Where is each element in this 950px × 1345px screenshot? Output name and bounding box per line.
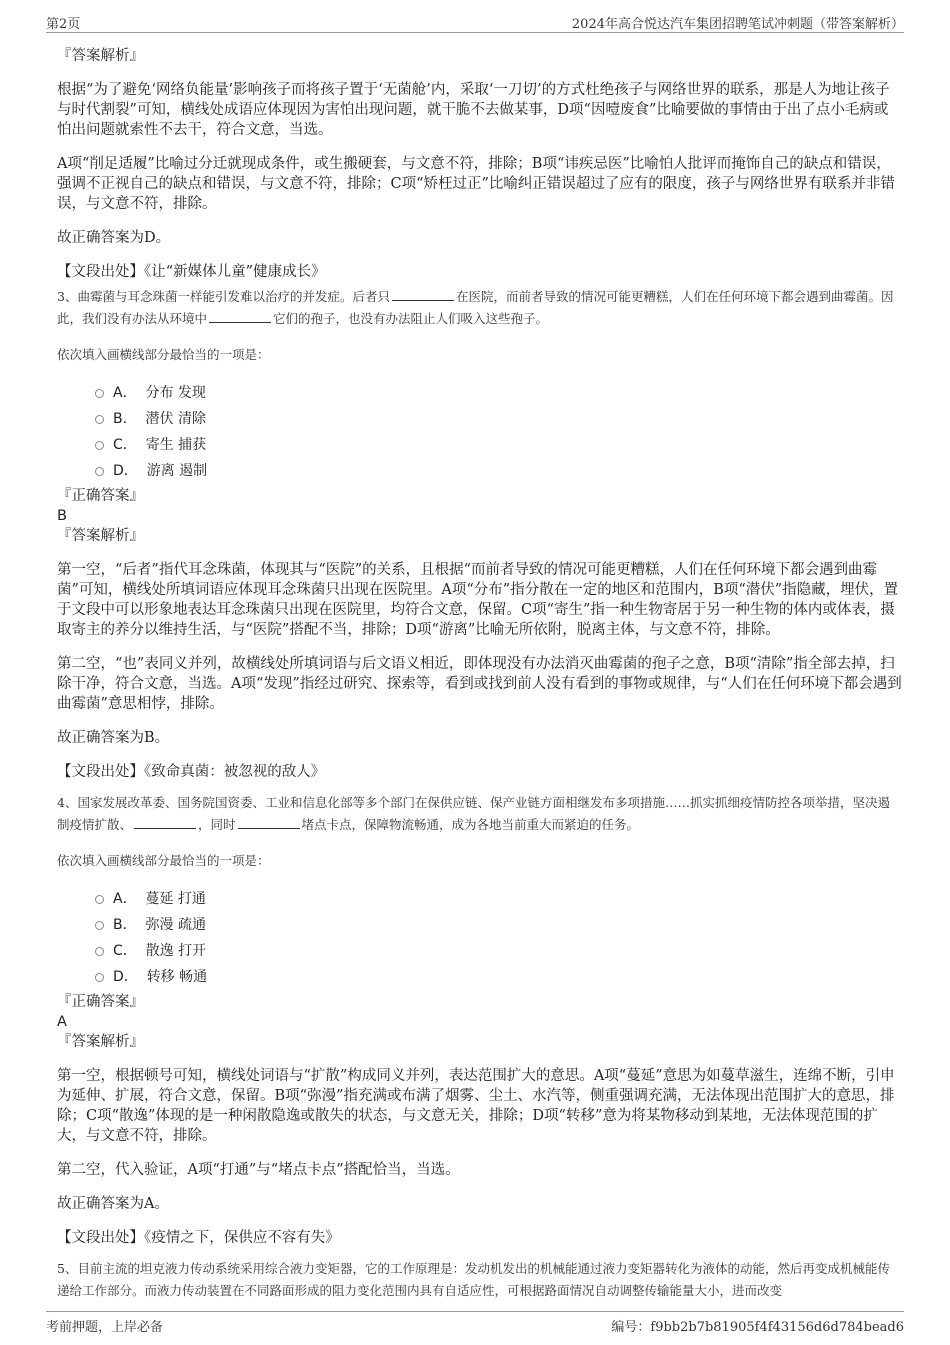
option-d[interactable]: D． 游离 遏制 — [95, 458, 902, 484]
radio-icon[interactable] — [95, 973, 104, 982]
fill-blank — [134, 816, 196, 829]
analysis-paragraph: 根据“为了避免‘网络负能量’影响孩子而将孩子置于‘无菌舱’内，采取‘一刀切’的方式杜绝孩子与网络世界的联系，那是人为地让孩子与时代割裂”可知，横线处成语应体现因为害怕出现问题，就干脆不去做某事，D项“因噎废食”比喻要做的事情由于出了点小毛病或怕出问题就索性不去干，符合文意，当选。 — [57, 82, 890, 138]
source-citation: 【文段出处】《致命真菌：被忽视的敌人》 — [57, 764, 326, 780]
source-citation: 【文段出处】《疫情之下，保供应不容有失》 — [57, 1230, 340, 1246]
question-prompt: 依次填入画横线部分最恰当的一项是： — [57, 347, 270, 362]
analysis-label: 『答案解析』 — [57, 48, 144, 64]
footer-slogan: 考前押题，上岸必备 — [46, 1320, 164, 1335]
document-code: 编号：f9bb2b7b81905f4f43156d6d784bead6 — [611, 1320, 904, 1335]
analysis-paragraph: 第一空，根据顿号可知，横线处词语与“扩散”构成同义并列，表达范围扩大的意思。A项“蔓延”意思为如蔓草滋生，连绵不断，引申为延伸、扩展，符合文意，保留。B项“弥漫”指充满或布满了烟雾、尘土、水汽等，侧重强调充满，无法体现出范围扩大的意思，排除；C项“散逸”体现的是一种闲散隐逸或散失的状态，与文意无关，排除；D项“转移”意为将某物移动到某地，无法体现范围的扩大，与文意不符，排除。 — [57, 1068, 895, 1144]
page-number: 第2页 — [46, 17, 81, 32]
fill-blank — [238, 816, 300, 829]
radio-icon[interactable] — [95, 441, 104, 450]
option-b[interactable]: B． 弥漫 疏通 — [95, 912, 902, 938]
answer-label: 『正确答案』 — [57, 488, 144, 504]
analysis-paragraph: 第二空，“也”表同义并列，故横线处所填词语与后文语义相近，即体现没有办法消灭曲霉菌的孢子之意，B项“清除”指全部去掉，扫除干净，符合文意，当选。A项“发现”指经过研究、探索等，看到或找到前人没有看到的事物或规律，与“人们在任何环境下都会遇到曲霉菌”意思相悖，排除。 — [57, 656, 902, 712]
option-list — [57, 380, 902, 484]
correct-answer-statement: 故正确答案为D。 — [57, 230, 171, 246]
question-stem: 3、曲霉菌与耳念珠菌一样能引发难以治疗的并发症。后者只 在医院，而前者导致的情况可能更糟糕，人们在任何环境下都会遇到曲霉菌。因此，我们没有办法从环境中 它们的孢子，也没有办法阻止人们吸入这些孢子。 — [57, 289, 894, 326]
page-header — [46, 10, 904, 33]
answer-value: B — [57, 508, 67, 524]
answer-label: 『正确答案』 — [57, 994, 144, 1010]
option-a[interactable]: A． 蔓延 打通 — [95, 886, 902, 912]
answer-value: A — [57, 1014, 67, 1030]
radio-icon[interactable] — [95, 921, 104, 930]
document-title: 2024年高合悦达汽车集团招聘笔试冲刺题（带答案解析） — [571, 17, 904, 32]
question-prompt: 依次填入画横线部分最恰当的一项是： — [57, 853, 270, 868]
option-c[interactable]: C． 寄生 捕获 — [95, 432, 902, 458]
analysis-paragraph: A项“削足适履”比喻过分迁就现成条件，或生搬硬套，与文意不符，排除；B项“讳疾忌医”比喻怕人批评而掩饰自己的缺点和错误，强调不正视自己的缺点和错误，与文意不符，排除；C项“矫枉过正”比喻纠正错误超过了应有的限度，孩子与网络世界有联系并非错误，与文意不符，排除。 — [57, 156, 895, 212]
option-b[interactable]: B． 潜伏 清除 — [95, 406, 902, 432]
question-stem: 5、目前主流的坦克液力传动系统采用综合液力变矩器，它的工作原理是：发动机发出的机械能通过液力变矩器转化为液体的动能，然后再变成机械能传递给工作部分。而液力传动装置在不同路面形成的阻力变化范围内具有自适应性，可根据路面情况自动调整传输能量大小，进而改变 — [57, 1261, 890, 1298]
radio-icon[interactable] — [95, 389, 104, 398]
fill-blank — [392, 288, 454, 301]
option-d[interactable]: D． 转移 畅通 — [95, 964, 902, 990]
fill-blank — [209, 310, 271, 323]
radio-icon[interactable] — [95, 895, 104, 904]
source-citation: 【文段出处】《让“新媒体儿童”健康成长》 — [57, 264, 326, 280]
radio-icon[interactable] — [95, 415, 104, 424]
correct-answer-statement: 故正确答案为B。 — [57, 730, 170, 746]
document-body — [57, 44, 902, 1302]
correct-answer-statement: 故正确答案为A。 — [57, 1196, 169, 1212]
option-c[interactable]: C． 散逸 打开 — [95, 938, 902, 964]
analysis-label: 『答案解析』 — [57, 1034, 144, 1050]
analysis-paragraph: 第一空，“后者”指代耳念珠菌，体现其与“医院”的关系，且根据“而前者导致的情况可能更糟糕，人们在任何环境下都会遇到曲霉菌”可知，横线处所填词语应体现耳念珠菌只出现在医院里。A项“分布”指分散在一定的地区和范围内，B项“潜伏”指隐藏，埋伏，置于文段中可以形象地表达耳念珠菌只出现在医院里，均符合文意，保留。C项“寄生”指一种生物寄居于另一种生物的体内或体表，摄取寄主的养分以维持生活，与“医院”搭配不当，排除；D项“游离”比喻无所依附，脱离主体，与文意不符，排除。 — [57, 562, 899, 638]
radio-icon[interactable] — [95, 947, 104, 956]
analysis-paragraph: 第二空，代入验证，A项“打通”与“堵点卡点”搭配恰当，当选。 — [57, 1162, 460, 1178]
analysis-label: 『答案解析』 — [57, 528, 144, 544]
option-list — [57, 886, 902, 990]
question-stem: 4、国家发展改革委、国务院国资委、工业和信息化部等多个部门在保供应链、保产业链方面相继发布多项措施……抓实抓细疫情防控各项举措，坚决遏制疫情扩散、 ，同时 堵点卡点，保障物流畅通，成为各地当前重大而紧迫的任务。 — [57, 795, 890, 832]
option-a[interactable]: A． 分布 发现 — [95, 380, 902, 406]
page-footer — [46, 1311, 904, 1336]
radio-icon[interactable] — [95, 467, 104, 476]
